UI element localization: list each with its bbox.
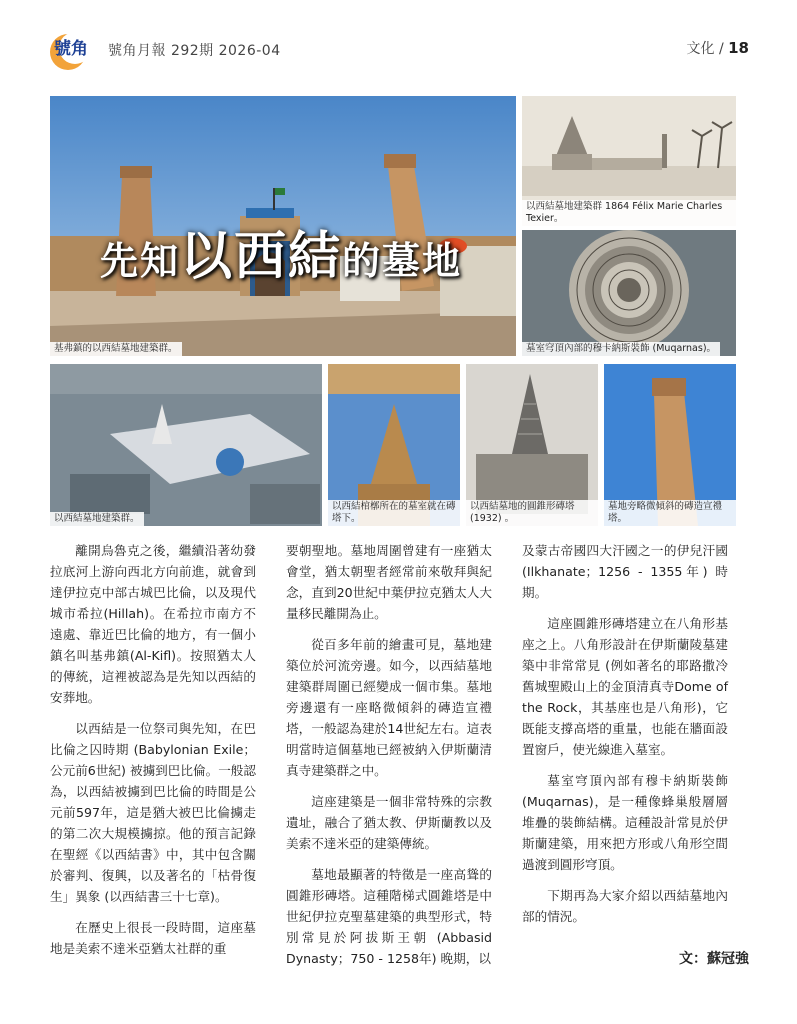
paragraph: 這座建築是一個非常特殊的宗教遺址，融合了猶太教、伊斯蘭教以及美索不達米亞的建築傳統。 bbox=[286, 794, 492, 851]
section-page bbox=[687, 38, 750, 58]
sketch-photo bbox=[522, 96, 736, 226]
aerial-caption: 以西結墓地建築群。 bbox=[50, 512, 144, 526]
dome-photo bbox=[522, 230, 736, 356]
coffin-room-photo bbox=[328, 364, 460, 526]
paragraph: 在歷史上很長一段時間，這座墓地是美索不達米亞猶太社群的重 bbox=[50, 920, 256, 956]
section-name: 文化 bbox=[686, 41, 715, 57]
cone-tower-caption: 以西結墓地的圓錐形磚塔 (1932) 。 bbox=[466, 500, 598, 526]
main-photo-caption: 基弗鎮的以西結墓地建築群。 bbox=[50, 342, 182, 356]
aerial-view-illustration bbox=[50, 364, 322, 526]
cone-tower-photo bbox=[466, 364, 598, 526]
minaret-photo bbox=[604, 364, 736, 526]
page-number: 18 bbox=[728, 39, 749, 57]
paragraph: 以西結是一位祭司與先知，在巴比倫之囚時期 (Babylonian Exile；公元前6世紀) 被擄到巴比倫。一般認為，以西結被擄到巴比倫的時間是公元前597年，這是猶大被巴比倫擄走的第二次大規模擄掠。他的預言記錄在聖經《以西結書》中，其中包含關於審判、復興，以及著名的「枯骨復生」異象 (以西結書三十七章)。 bbox=[50, 721, 256, 904]
paragraph: 墓地最顯著的特徵是一座高聳的圓錐形磚塔。這種階梯式圓錐塔是中世紀伊拉克聖墓建築的典型形式，特別常見於阿拔斯王朝 (Abbasid Dynasty；750 - 1258年) 晚期，以 bbox=[286, 867, 492, 966]
separator: / bbox=[718, 41, 724, 57]
paragraph: 離開烏魯克之後，繼續沿著幼發拉底河上游向西北方向前進，就會到達伊拉克中部古城巴比倫，以及現代城市希拉(Hillah)。在希拉市南方不遠處、靠近巴比倫的地方，有一個小鎮名叫基弗鎮(Al-Kifl)。按照猶太人的傳統，這裡被認為是先知以西結的安葬地。 bbox=[50, 543, 256, 705]
paragraph: 從百多年前的繪畫可見，墓地建築位於河流旁邊。如今，以西結墓地建築群周圍已經變成一個市集。墓地旁邊還有一座略微傾斜的磚造宣禮塔，一般認為建於14世紀左右。這表明當時這個墓地已經被納入伊斯蘭清真寺建築群之中。 bbox=[286, 637, 492, 778]
title-part-1: 先知 bbox=[100, 239, 181, 283]
paragraph: 及蒙古帝國四大汗國之一的伊兒汗國 (Ilkhanate；1256 - 1355年) 時期。 bbox=[522, 543, 728, 600]
title-part-4: 墓地 bbox=[382, 239, 463, 283]
article-column-3 bbox=[522, 540, 728, 937]
article-column-2 bbox=[286, 540, 492, 979]
main-photo bbox=[50, 96, 516, 356]
paragraph: 這座圓錐形磚塔建立在八角形基座之上。八角形設計在伊斯蘭陵墓建築中非常常見 (例如著名的耶路撒冷舊城聖殿山上的金頂清真寺Dome of the Rock，其基座也是八角形)，它既能支撐高塔的重量，也能在牆面設置窗戶，使光線進入墓室。 bbox=[522, 616, 728, 757]
title-part-3: 的 bbox=[342, 239, 383, 283]
article-column-1 bbox=[50, 540, 256, 969]
aerial-photo bbox=[50, 364, 322, 526]
paragraph: 下期再為大家介紹以西結墓地內部的情況。 bbox=[522, 888, 728, 924]
page-header bbox=[0, 0, 797, 80]
minaret-caption: 墓地旁略微傾斜的磚造宣禮塔。 bbox=[604, 500, 736, 526]
paragraph: 要朝聖地。墓地周圍曾建有一座猶太會堂，猶太朝聖者經常前來敬拜與紀念，直到20世紀中葉伊拉克猶太人大量移民離開為止。 bbox=[286, 543, 492, 621]
title-part-2: 以西結 bbox=[180, 227, 343, 287]
paragraph: 墓室穹頂內部有穆卡納斯裝飾 (Muqarnas)，是一種像蜂巢般層層堆疊的裝飾結構。這種設計常見於伊斯蘭建築，用來把方形或八角形空間過渡到圓形穹頂。 bbox=[522, 773, 728, 872]
publication-info: 號角月報 292期 2026-04 bbox=[108, 43, 281, 59]
sketch-caption: 以西結墓地建築群 1864 Félix Marie Charles Texier。 bbox=[522, 200, 736, 226]
dome-caption: 墓室穹頂內部的穆卡納斯裝飾 (Muqarnas)。 bbox=[522, 342, 720, 356]
coffin-room-caption: 以西結棺槨所在的墓室就在磚塔下。 bbox=[328, 500, 460, 526]
author-byline: 文：蘇冠強 bbox=[679, 951, 749, 967]
magazine-logo bbox=[48, 28, 100, 72]
logo-text: 號角 bbox=[54, 39, 88, 59]
article-title bbox=[100, 214, 462, 289]
muqarnas-dome-illustration bbox=[522, 230, 736, 356]
